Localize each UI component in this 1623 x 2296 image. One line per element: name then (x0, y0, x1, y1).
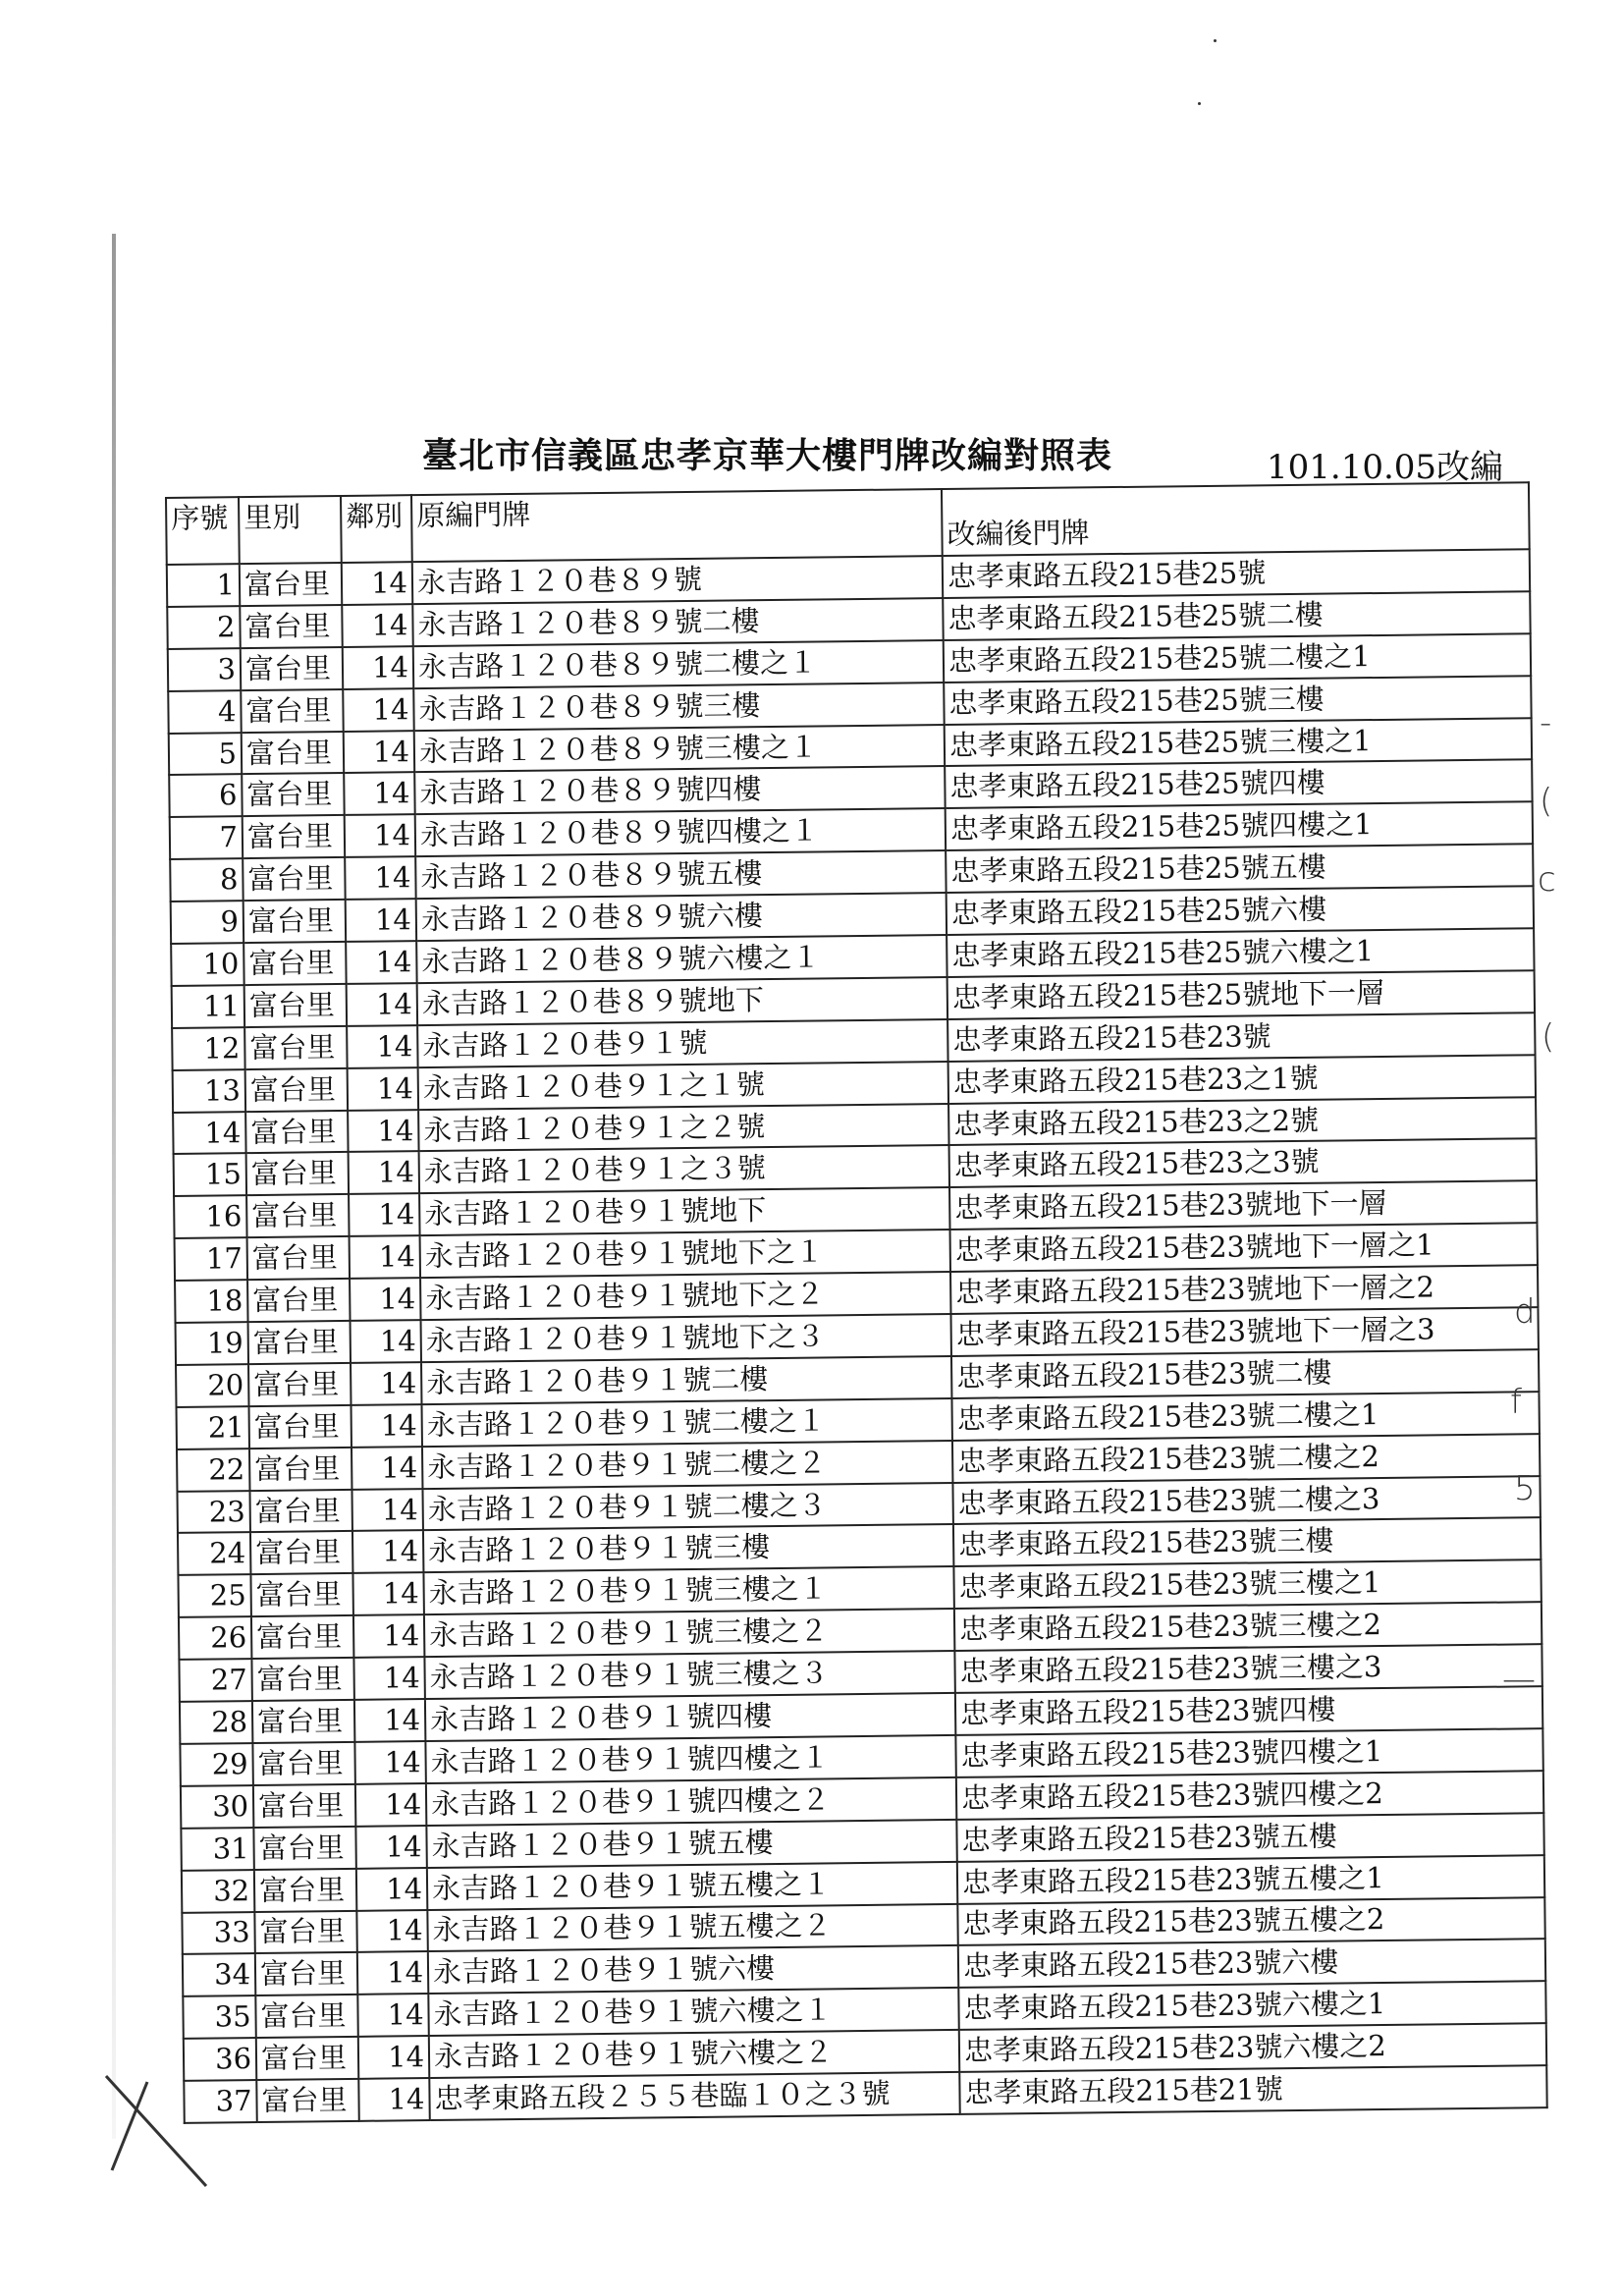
cell-original-address: 永吉路１２０巷９１號三樓之２ (424, 1609, 954, 1657)
header-original-address: 原編門牌 (411, 489, 943, 562)
cell-new-address: 忠孝東路五段215巷21號 (959, 2065, 1546, 2114)
cell-serial: 28 (180, 1701, 252, 1744)
cell-neighborhood: 14 (342, 562, 412, 605)
cell-new-address: 忠孝東路五段215巷23之1號 (948, 1055, 1536, 1104)
cell-serial: 7 (170, 816, 243, 859)
cell-new-address: 忠孝東路五段215巷23號四樓之1 (955, 1728, 1542, 1777)
cell-serial: 22 (177, 1449, 249, 1492)
cell-neighborhood: 14 (345, 856, 415, 900)
cell-original-address: 永吉路１２０巷９１號四樓之２ (426, 1777, 956, 1826)
cell-new-address: 忠孝東路五段215巷23號四樓 (955, 1686, 1542, 1735)
cell-village: 富台里 (243, 857, 345, 901)
cell-original-address: 永吉路１２０巷９１之１號 (418, 1062, 948, 1110)
cell-original-address: 永吉路１２０巷９１號二樓之１ (421, 1398, 951, 1447)
cell-serial: 13 (173, 1069, 245, 1113)
cell-village: 富台里 (249, 1448, 352, 1491)
cell-original-address: 永吉路１２０巷９１號五樓之１ (427, 1862, 957, 1910)
cell-village: 富台里 (249, 1405, 352, 1449)
cell-village: 富台里 (243, 942, 346, 985)
cell-serial: 24 (178, 1533, 250, 1576)
cell-serial: 36 (184, 2038, 256, 2081)
cell-serial: 27 (179, 1659, 251, 1702)
header-neighborhood: 鄰別 (341, 495, 412, 563)
cell-neighborhood: 14 (355, 1783, 426, 1827)
cell-serial: 15 (174, 1154, 246, 1197)
cell-new-address: 忠孝東路五段215巷23號六樓 (958, 1940, 1545, 1989)
cell-new-address: 忠孝東路五段215巷23號五樓之1 (957, 1855, 1544, 1904)
cell-village: 富台里 (244, 1026, 347, 1069)
cell-serial: 18 (175, 1280, 247, 1323)
cell-serial: 20 (176, 1364, 248, 1407)
cell-serial: 6 (169, 775, 242, 818)
cell-new-address: 忠孝東路五段215巷23號地下一層 (949, 1181, 1537, 1230)
cell-original-address: 永吉路１２０巷８９號二樓 (412, 598, 943, 646)
margin-mark: ( (1540, 782, 1553, 821)
cell-serial: 14 (173, 1112, 245, 1155)
cell-serial: 19 (176, 1322, 248, 1365)
cell-new-address: 忠孝東路五段215巷23號四樓之2 (956, 1771, 1543, 1820)
table-body (167, 549, 1547, 2123)
cell-village: 富台里 (246, 1194, 349, 1237)
cell-new-address: 忠孝東路五段215巷23號二樓 (951, 1349, 1539, 1398)
document-title: 臺北市信義區忠孝京華大樓門牌改編對照表 (422, 435, 1113, 476)
cell-new-address: 忠孝東路五段215巷23號二樓之2 (952, 1434, 1540, 1483)
cell-serial: 11 (172, 985, 244, 1028)
cell-village: 富台里 (244, 984, 347, 1027)
header-village: 里別 (239, 496, 342, 564)
cell-serial: 37 (184, 2080, 256, 2123)
margin-mark: 5 (1514, 1469, 1536, 1508)
cell-original-address: 永吉路１２０巷９１號地下之３ (421, 1314, 951, 1362)
revision-date: 101.10.05改編 (1267, 448, 1504, 487)
cell-original-address: 永吉路１２０巷９１號二樓 (421, 1356, 951, 1404)
cell-serial: 25 (178, 1574, 250, 1617)
cell-village: 富台里 (240, 605, 342, 648)
cell-original-address: 永吉路１２０巷８９號六樓之１ (416, 935, 947, 983)
cell-original-address: 永吉路１２０巷８９號地下 (417, 977, 947, 1025)
cell-village: 富台里 (245, 1068, 348, 1112)
cell-village: 富台里 (253, 1827, 355, 1870)
cell-neighborhood: 14 (348, 1110, 418, 1153)
cell-village: 富台里 (253, 1784, 355, 1828)
cell-serial: 33 (182, 1912, 254, 1955)
cell-village: 富台里 (240, 563, 342, 606)
margin-mark: c (1538, 860, 1556, 900)
cell-village: 富台里 (242, 732, 344, 775)
cell-original-address: 永吉路１２０巷８９號二樓之１ (413, 640, 944, 688)
cell-serial: 35 (183, 1995, 255, 2039)
cell-neighborhood: 14 (344, 731, 414, 774)
cell-village: 富台里 (248, 1321, 351, 1364)
header-new-address: 改編後門牌 (942, 482, 1530, 556)
cell-serial: 8 (170, 858, 243, 902)
header-serial: 序號 (166, 497, 240, 565)
cell-original-address: 永吉路１２０巷９１號 (417, 1019, 947, 1067)
cell-neighborhood: 14 (352, 1404, 422, 1448)
cell-neighborhood: 14 (342, 604, 412, 647)
margin-mark: — (1502, 1660, 1536, 1699)
cell-serial: 30 (181, 1785, 253, 1829)
cell-neighborhood: 14 (344, 773, 414, 816)
cell-serial: 31 (181, 1828, 253, 1871)
cell-new-address: 忠孝東路五段215巷25號二樓之1 (944, 633, 1531, 683)
cell-village: 富台里 (255, 1995, 357, 2038)
cell-original-address: 永吉路１２０巷８９號五樓 (415, 850, 946, 899)
cell-village: 富台里 (254, 1910, 356, 1953)
cell-neighborhood: 14 (352, 1531, 423, 1574)
cell-serial: 2 (167, 606, 240, 649)
cell-original-address: 永吉路１２０巷９１之３號 (419, 1145, 949, 1193)
cell-neighborhood: 14 (350, 1235, 420, 1279)
cell-serial: 17 (175, 1237, 247, 1281)
cell-neighborhood: 14 (358, 2078, 429, 2121)
cell-neighborhood: 14 (346, 941, 416, 984)
cell-neighborhood: 14 (347, 983, 417, 1026)
cell-neighborhood: 14 (356, 1910, 427, 1953)
cell-new-address: 忠孝東路五段215巷23號二樓之1 (951, 1392, 1539, 1441)
cell-new-address: 忠孝東路五段215巷25號二樓 (943, 591, 1530, 640)
cell-new-address: 忠孝東路五段215巷23號 (947, 1012, 1535, 1062)
cell-new-address: 忠孝東路五段215巷23號五樓之2 (957, 1897, 1544, 1946)
cell-serial: 3 (168, 648, 241, 691)
cell-village: 富台里 (241, 647, 343, 690)
cell-neighborhood: 14 (352, 1572, 423, 1615)
cell-new-address: 忠孝東路五段215巷23號三樓之2 (954, 1602, 1542, 1651)
binding-shadow (112, 234, 116, 2139)
cell-original-address: 永吉路１２０巷９１號二樓之２ (422, 1441, 952, 1489)
cell-new-address: 忠孝東路五段215巷25號 (943, 549, 1530, 598)
cell-original-address: 永吉路１２０巷８９號 (412, 556, 943, 604)
cell-neighborhood: 14 (346, 899, 416, 942)
cell-original-address: 永吉路１２０巷９１號五樓之２ (427, 1903, 957, 1951)
cell-new-address: 忠孝東路五段215巷23號三樓之3 (954, 1644, 1542, 1693)
cell-neighborhood: 14 (354, 1699, 425, 1742)
cell-village: 富台里 (252, 1700, 354, 1743)
margin-mark: d (1514, 1292, 1536, 1332)
cell-neighborhood: 14 (343, 646, 413, 689)
cell-original-address: 永吉路１２０巷９１之２號 (418, 1104, 948, 1152)
cell-village: 富台里 (249, 1489, 352, 1532)
cell-village: 富台里 (246, 1152, 349, 1195)
cell-original-address: 永吉路１２０巷８９號六樓 (416, 893, 947, 941)
cell-original-address: 永吉路１２０巷９１號四樓之１ (425, 1735, 955, 1783)
cell-neighborhood: 14 (357, 1994, 428, 2037)
margin-mark: f (1510, 1383, 1522, 1422)
cell-original-address: 忠孝東路五段２５５巷臨１０之３號 (429, 2072, 959, 2120)
cell-new-address: 忠孝東路五段215巷23之3號 (949, 1139, 1537, 1188)
cell-neighborhood: 14 (358, 2036, 429, 2079)
cell-new-address: 忠孝東路五段215巷23號地下一層之1 (950, 1223, 1538, 1272)
cell-new-address: 忠孝東路五段215巷25號四樓 (945, 760, 1532, 809)
cell-new-address: 忠孝東路五段215巷23號地下一層之2 (950, 1265, 1538, 1314)
cell-serial: 23 (177, 1491, 249, 1534)
cell-original-address: 永吉路１２０巷９１號三樓之１ (423, 1566, 953, 1614)
cell-village: 富台里 (252, 1742, 354, 1785)
cell-original-address: 永吉路１２０巷８９號三樓 (413, 683, 944, 731)
cell-neighborhood: 14 (349, 1152, 419, 1195)
cell-village: 富台里 (251, 1615, 353, 1659)
cell-village: 富台里 (243, 900, 346, 943)
margin-mark: - (1540, 703, 1552, 742)
cell-neighborhood: 14 (351, 1320, 421, 1363)
cell-original-address: 永吉路１２０巷９１號六樓之２ (429, 2030, 959, 2078)
cell-original-address: 永吉路１２０巷９１號二樓之３ (422, 1483, 952, 1531)
cell-serial: 4 (168, 690, 241, 734)
cell-original-address: 永吉路１２０巷８９號四樓 (414, 766, 945, 814)
address-table (165, 481, 1548, 2124)
cell-serial: 29 (180, 1743, 252, 1786)
cell-neighborhood: 14 (357, 1951, 428, 1995)
cell-serial: 5 (169, 733, 242, 776)
cell-village: 富台里 (250, 1531, 352, 1574)
cell-original-address: 永吉路１２０巷９１號地下 (419, 1187, 949, 1235)
cell-serial: 9 (171, 901, 243, 944)
cell-original-address: 永吉路１２０巷９１號三樓之３ (424, 1651, 954, 1699)
cell-new-address: 忠孝東路五段215巷23號六樓之1 (958, 1981, 1545, 2030)
cell-village: 富台里 (250, 1573, 352, 1616)
cell-neighborhood: 14 (353, 1657, 424, 1700)
cell-neighborhood: 14 (353, 1614, 424, 1658)
cell-new-address: 忠孝東路五段215巷25號五樓 (946, 844, 1533, 893)
cell-original-address: 永吉路１２０巷９１號五樓 (426, 1820, 956, 1868)
cell-village: 富台里 (247, 1236, 350, 1280)
cell-new-address: 忠孝東路五段215巷25號六樓 (947, 886, 1534, 935)
cell-new-address: 忠孝東路五段215巷25號四樓之1 (946, 802, 1533, 851)
cell-serial: 34 (183, 1953, 255, 1996)
cell-neighborhood: 14 (345, 814, 415, 857)
cell-serial: 21 (177, 1406, 249, 1449)
cell-neighborhood: 14 (351, 1362, 421, 1405)
cell-village: 富台里 (256, 2037, 358, 2080)
cell-serial: 10 (171, 943, 243, 986)
cell-neighborhood: 14 (355, 1826, 426, 1869)
cell-new-address: 忠孝東路五段215巷25號三樓之1 (945, 718, 1532, 767)
cell-neighborhood: 14 (347, 1025, 417, 1068)
cell-neighborhood: 14 (348, 1067, 418, 1111)
handwritten-cross-mark (98, 2072, 216, 2190)
cell-neighborhood: 14 (354, 1741, 425, 1784)
cell-serial: 16 (174, 1195, 246, 1238)
cell-original-address: 永吉路１２０巷８９號四樓之１ (415, 808, 946, 856)
cell-new-address: 忠孝東路五段215巷25號地下一層 (947, 970, 1535, 1019)
cell-serial: 26 (179, 1616, 251, 1660)
cell-neighborhood: 14 (356, 1868, 427, 1911)
scan-speck (1214, 39, 1217, 42)
cell-new-address: 忠孝東路五段215巷23號三樓 (953, 1518, 1541, 1567)
cell-village: 富台里 (245, 1111, 348, 1154)
cell-new-address: 忠孝東路五段215巷23號地下一層之3 (950, 1307, 1538, 1356)
cell-neighborhood: 14 (349, 1193, 419, 1236)
cell-new-address: 忠孝東路五段215巷23之2號 (948, 1097, 1536, 1146)
cell-new-address: 忠孝東路五段215巷25號六樓之1 (947, 928, 1534, 977)
cell-original-address: 永吉路１２０巷９１號六樓之１ (428, 1988, 958, 2036)
cell-village: 富台里 (255, 1952, 357, 1995)
cell-village: 富台里 (256, 2079, 358, 2122)
cell-village: 富台里 (247, 1279, 350, 1322)
cell-original-address: 永吉路１２０巷９１號三樓 (423, 1524, 953, 1572)
cell-neighborhood: 14 (343, 688, 413, 732)
cell-original-address: 永吉路１２０巷９１號地下之２ (420, 1272, 950, 1320)
margin-mark: ( (1542, 1017, 1555, 1057)
cell-original-address: 永吉路１２０巷９１號四樓 (425, 1693, 955, 1741)
cell-village: 富台里 (241, 689, 343, 733)
cell-new-address: 忠孝東路五段215巷23號三樓之1 (953, 1560, 1541, 1610)
cell-serial: 12 (172, 1027, 244, 1070)
cell-neighborhood: 14 (350, 1278, 420, 1321)
cell-original-address: 永吉路１２０巷９１號地下之１ (420, 1230, 950, 1278)
cell-new-address: 忠孝東路五段215巷23號六樓之2 (959, 2023, 1546, 2072)
cell-serial: 32 (182, 1870, 254, 1913)
cell-new-address: 忠孝東路五段215巷23號二樓之3 (952, 1476, 1540, 1525)
cell-village: 富台里 (242, 773, 344, 816)
cell-village: 富台里 (251, 1658, 353, 1701)
cell-original-address: 永吉路１２０巷９１號六樓 (428, 1945, 958, 1994)
cell-village: 富台里 (243, 815, 345, 858)
cell-neighborhood: 14 (352, 1489, 422, 1532)
cell-original-address: 永吉路１２０巷８９號三樓之１ (414, 725, 945, 773)
cell-serial: 1 (167, 564, 240, 607)
cell-neighborhood: 14 (352, 1447, 422, 1490)
cell-village: 富台里 (254, 1868, 356, 1911)
scan-speck (1198, 102, 1201, 105)
cell-new-address: 忠孝東路五段215巷23號五樓 (956, 1813, 1543, 1862)
cell-new-address: 忠孝東路五段215巷25號三樓 (944, 676, 1531, 725)
cell-village: 富台里 (248, 1363, 351, 1406)
